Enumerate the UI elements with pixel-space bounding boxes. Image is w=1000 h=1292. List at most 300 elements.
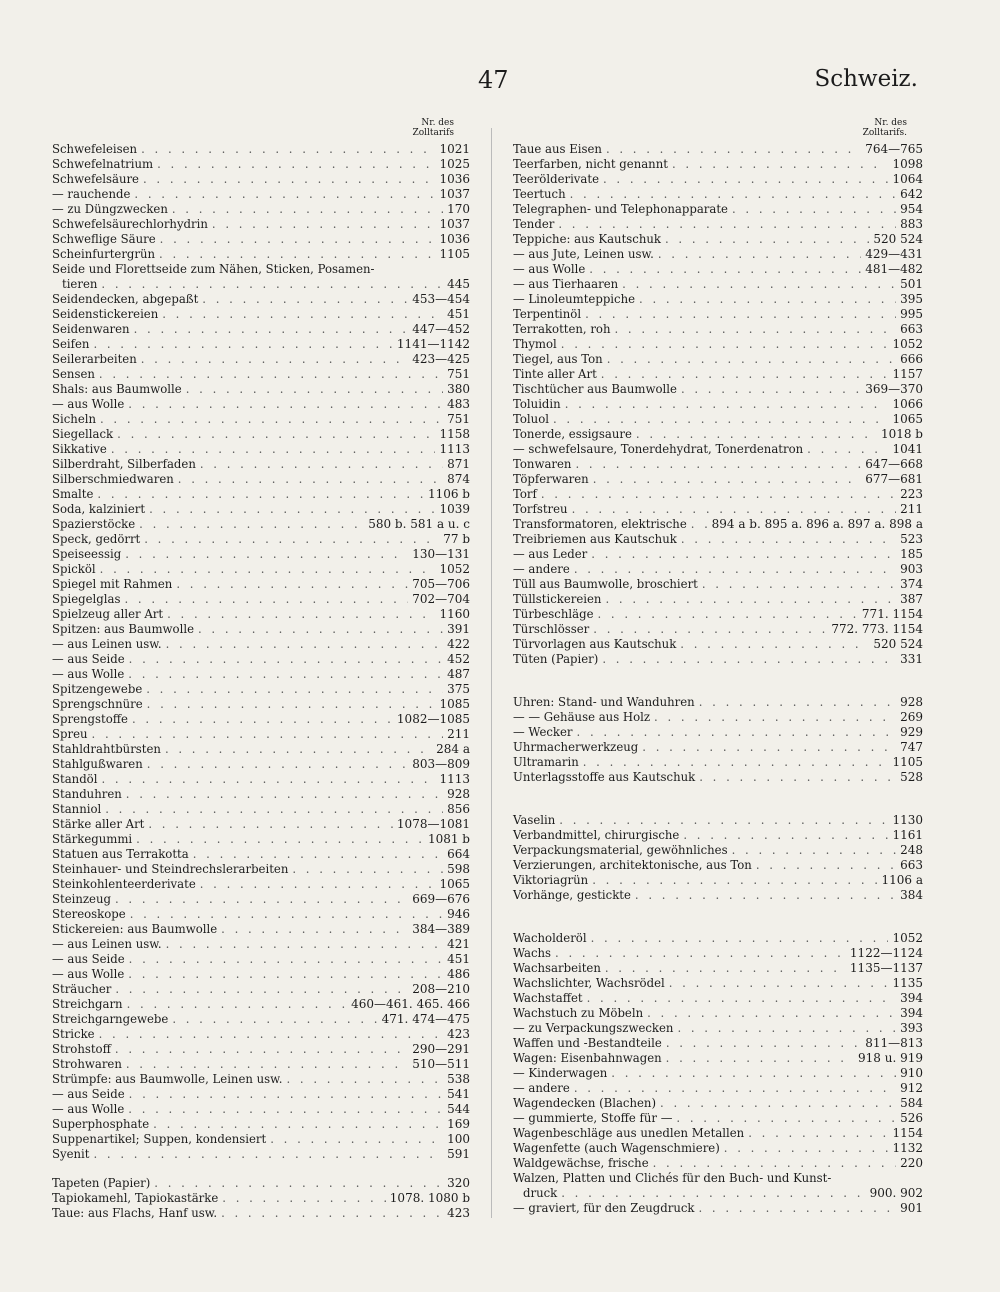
index-entry	[52, 427, 470, 442]
index-entry	[513, 487, 923, 502]
tariff-number: 894 a b. 895 a. 896 a. 897 a. 898 a	[711, 517, 923, 531]
tariff-number: 284 a	[436, 742, 470, 756]
tariff-number: 393	[900, 1021, 923, 1035]
leader-dots	[126, 1057, 408, 1072]
entry-term: Sensen	[52, 367, 95, 381]
tariff-number: 584	[900, 1096, 923, 1110]
tariff-number: 751	[447, 367, 470, 381]
index-entry	[513, 931, 923, 946]
index-entry	[513, 307, 923, 322]
index-entry	[52, 217, 470, 232]
tariff-number: 705—706	[412, 577, 470, 591]
entry-term: Terpentinöl	[513, 307, 582, 321]
entry-term: Tischtücher aus Baumwolle	[513, 382, 677, 396]
entry-term: — aus Leder	[513, 547, 588, 561]
entry-term: Seilerarbeiten	[52, 352, 137, 366]
tariff-number: 901	[900, 1201, 923, 1215]
entry-term: Stanniol	[52, 802, 102, 816]
leader-dots	[124, 592, 408, 607]
index-entry	[52, 457, 470, 472]
tariff-number: 995	[900, 307, 923, 321]
leader-dots	[676, 1111, 896, 1126]
entry-term: Töpferwaren	[513, 472, 589, 486]
entry-term: Teertuch	[513, 187, 566, 201]
tariff-number: 771. 1154	[861, 607, 923, 621]
entry-term: Spiegel mit Rahmen	[52, 577, 173, 591]
tariff-number: 375	[447, 682, 470, 696]
leader-dots	[178, 472, 443, 487]
entry-term: Schweflige Säure	[52, 232, 156, 246]
index-entry	[52, 367, 470, 382]
tariff-number: 1113	[439, 772, 470, 786]
index-entry	[513, 262, 923, 277]
index-entry	[513, 888, 923, 903]
entry-term: Wachstuch zu Möbeln	[513, 1006, 644, 1020]
leader-dots	[807, 442, 888, 457]
tariff-number: 169	[447, 1117, 470, 1131]
leader-dots	[130, 907, 443, 922]
entry-term: — aus Wolle	[52, 967, 125, 981]
tariff-number: 451	[447, 952, 470, 966]
leader-dots	[724, 1141, 889, 1156]
leader-dots	[614, 322, 896, 337]
entry-term: Wacholderöl	[513, 931, 587, 945]
tariff-number: 1135—1137	[849, 961, 923, 975]
entry-term: Toluol	[513, 412, 549, 426]
entry-term: — Wecker	[513, 725, 573, 739]
leader-dots	[101, 772, 435, 787]
leader-dots	[153, 1117, 443, 1132]
leader-dots	[222, 1191, 386, 1206]
tariff-number: 523	[900, 532, 923, 546]
tariff-number: 170	[447, 202, 470, 216]
leader-dots	[167, 607, 435, 622]
entry-term: Wachslichter, Wachsrödel	[513, 976, 665, 990]
entry-term: Schwefelsäurechlorhydrin	[52, 217, 208, 231]
tariff-number: 384—389	[412, 922, 470, 936]
leader-dots	[134, 322, 409, 337]
entry-term: — Linoleumteppiche	[513, 292, 636, 306]
entry-term: — rauchende	[52, 187, 131, 201]
entry-term: Siegellack	[52, 427, 114, 441]
entry-term: — aus Wolle	[52, 397, 125, 411]
tariff-number: 1036	[439, 172, 470, 186]
entry-term: Tapiokamehl, Tapiokastärke	[52, 1191, 219, 1205]
leader-dots	[157, 157, 435, 172]
tariff-number: 471. 474—475	[381, 1012, 470, 1026]
index-entry	[52, 547, 470, 562]
entry-term: Spitzen: aus Baumwolle	[52, 622, 194, 636]
index-entry	[52, 412, 470, 427]
entry-term: — aus Jute, Leinen usw.	[513, 247, 654, 261]
tariff-number: 1157	[892, 367, 923, 381]
leader-dots	[126, 787, 443, 802]
entry-term: Tüten (Papier)	[513, 652, 599, 666]
tariff-number: 1130	[892, 813, 923, 827]
index-entry	[513, 652, 923, 667]
entry-term: Teerölderivate	[513, 172, 599, 186]
leader-dots	[198, 622, 443, 637]
tariff-number: 928	[900, 695, 923, 709]
column-header-line1: Nr. des	[421, 118, 454, 128]
entry-term: Sikkative	[52, 442, 107, 456]
tariff-number: 483	[447, 397, 470, 411]
entry-term: Wagendecken (Blachen)	[513, 1096, 657, 1110]
entry-term: Uhrmacherwerkzeug	[513, 740, 639, 754]
leader-dots	[611, 1066, 896, 1081]
tariff-number: 460—461. 465. 466	[351, 997, 470, 1011]
entry-term: Seidenwaren	[52, 322, 130, 336]
tariff-number: 185	[900, 547, 923, 561]
tariff-number: 856	[447, 802, 470, 816]
entry-term: Wachstaffet	[513, 991, 583, 1005]
entry-term: Suppenartikel; Suppen, kondensiert	[52, 1132, 267, 1146]
index-entry	[513, 232, 923, 247]
index-entry	[513, 217, 923, 232]
tariff-number: 208—210	[412, 982, 470, 996]
tariff-number: 422	[447, 637, 470, 651]
index-entry	[52, 187, 470, 202]
leader-dots	[672, 157, 889, 172]
tariff-number: 423	[447, 1206, 470, 1220]
tariff-number: 1141—1142	[396, 337, 470, 351]
index-entry	[513, 770, 923, 785]
entry-term: — aus Tierhaaren	[513, 277, 619, 291]
tariff-number: 421	[447, 937, 470, 951]
index-entry	[52, 157, 470, 172]
index-entry	[52, 1012, 470, 1027]
index-entry	[513, 187, 923, 202]
index-entry	[513, 472, 923, 487]
tariff-number: 747	[900, 740, 923, 754]
index-entry	[513, 1051, 923, 1066]
entry-term: Vaselin	[513, 813, 556, 827]
index-entry	[52, 877, 470, 892]
leader-dots	[681, 382, 861, 397]
index-entry	[52, 562, 470, 577]
tariff-number: 580 b. 581 a u. c	[368, 517, 470, 531]
entry-term: Stickereien: aus Baumwolle	[52, 922, 218, 936]
leader-dots	[127, 997, 348, 1012]
leader-dots	[647, 1006, 896, 1021]
tariff-number: 1078. 1080 b	[389, 1191, 470, 1205]
entry-term: Wachsarbeiten	[513, 961, 601, 975]
index-entry	[52, 397, 470, 412]
entry-term: Treibriemen aus Kautschuk	[513, 532, 677, 546]
tariff-number: 764—765	[865, 142, 923, 156]
entry-term: Uhren: Stand- und Wanduhren	[513, 695, 695, 709]
entry-term: Unterlagsstoffe aus Kautschuk	[513, 770, 696, 784]
leader-dots	[605, 592, 896, 607]
entry-term: Scheinfurtergrün	[52, 247, 156, 261]
leader-dots	[128, 667, 443, 682]
index-entry	[513, 442, 923, 457]
index-entry	[52, 757, 470, 772]
index-entry	[52, 817, 470, 832]
leader-dots	[555, 946, 846, 961]
tariff-number: 666	[900, 352, 923, 366]
leader-dots	[572, 502, 897, 517]
tariff-number: 445	[447, 277, 470, 291]
leader-dots	[176, 577, 408, 592]
index-entry	[52, 652, 470, 667]
index-entry	[52, 802, 470, 817]
tariff-number: 100	[447, 1132, 470, 1146]
entry-term: Silberdraht, Silberfaden	[52, 457, 196, 471]
entry-term: Sprengschnüre	[52, 697, 143, 711]
leader-dots	[635, 888, 896, 903]
index-entry	[513, 946, 923, 961]
leader-dots	[148, 817, 393, 832]
leader-dots	[653, 1156, 896, 1171]
tariff-number: 1135	[892, 976, 923, 990]
index-entry	[52, 1117, 470, 1132]
leader-dots	[577, 725, 897, 740]
index-entry	[513, 412, 923, 427]
entry-term: Türbeschläge	[513, 607, 594, 621]
index-entry	[52, 787, 470, 802]
leader-dots	[597, 607, 857, 622]
entry-term: Torf	[513, 487, 537, 501]
leader-dots	[756, 858, 896, 873]
leader-dots	[212, 217, 436, 232]
index-entry	[513, 1141, 923, 1156]
leader-dots	[129, 1087, 443, 1102]
index-entry	[513, 991, 923, 1006]
tariff-number: 391	[447, 622, 470, 636]
entry-term: Stahlgußwaren	[52, 757, 143, 771]
spacer	[513, 799, 923, 813]
entry-term: Stärkegummi	[52, 832, 133, 846]
index-entry	[52, 727, 470, 742]
index-entry	[52, 307, 470, 322]
entry-term: Schwefelsäure	[52, 172, 139, 186]
leader-dots	[117, 427, 435, 442]
entry-term: Standöl	[52, 772, 98, 786]
entry-term: Spitzengewebe	[52, 682, 143, 696]
spacer	[513, 785, 923, 799]
entry-term: Tender	[513, 217, 555, 231]
tariff-number: 1065	[439, 877, 470, 891]
entry-term: Smalte	[52, 487, 94, 501]
leader-dots	[575, 457, 861, 472]
entry-term: Transformatoren, elektrische	[513, 517, 687, 531]
tariff-number: 912	[900, 1081, 923, 1095]
index-entry	[513, 577, 923, 592]
index-entry	[52, 442, 470, 457]
index-entry	[52, 967, 470, 982]
entry-term: Teerfarben, nicht genannt	[513, 157, 668, 171]
leader-dots	[565, 397, 889, 412]
leader-dots	[732, 843, 897, 858]
leader-dots	[561, 1186, 865, 1201]
entry-term: Stereoskope	[52, 907, 126, 921]
entry-term: Seifen	[52, 337, 90, 351]
index-entry	[513, 843, 923, 858]
entry-term: Streichgarn	[52, 997, 123, 1011]
tariff-number: 451	[447, 307, 470, 321]
index-entry	[513, 292, 923, 307]
entry-term: Verbandmittel, chirurgische	[513, 828, 680, 842]
tariff-number: 900. 902	[869, 1186, 923, 1200]
spacer	[513, 681, 923, 695]
entry-term: Sprengstoffe	[52, 712, 128, 726]
column-header	[513, 118, 923, 138]
tariff-number: 1106 b	[427, 487, 470, 501]
tariff-number: 1105	[892, 755, 923, 769]
leader-dots	[585, 307, 896, 322]
entry-term: Torfstreu	[513, 502, 568, 516]
entry-term: Seide und Florettseide zum Nähen, Sticken, Posamen-	[52, 262, 375, 276]
tariff-number: 77 b	[443, 532, 470, 546]
tariff-number: 423	[447, 1027, 470, 1041]
leader-dots	[748, 1126, 888, 1141]
leader-dots	[134, 187, 435, 202]
tariff-number: 211	[900, 502, 923, 516]
tariff-number: 520 524	[873, 232, 923, 246]
index-entry	[52, 382, 470, 397]
tariff-number: 928	[447, 787, 470, 801]
index-entry	[52, 997, 470, 1012]
tariff-number: 642	[900, 187, 923, 201]
leader-dots	[601, 367, 889, 382]
leader-dots	[111, 442, 436, 457]
tariff-number: 501	[900, 277, 923, 291]
index-entry	[52, 1176, 470, 1191]
column-header-line2: Zolltarifs.	[862, 128, 907, 138]
index-entry	[513, 1171, 923, 1201]
leader-dots	[221, 1206, 443, 1221]
column-header-line1: Nr. des	[874, 118, 907, 128]
tariff-number: 290—291	[412, 1042, 470, 1056]
entry-term: Strohstoff	[52, 1042, 111, 1056]
leader-dots	[603, 172, 888, 187]
index-entry	[513, 1081, 923, 1096]
tariff-number: 453—454	[412, 292, 470, 306]
leader-dots	[200, 877, 436, 892]
index-entry	[52, 892, 470, 907]
tariff-number: 1018 b	[880, 427, 923, 441]
tariff-number: 1085	[439, 697, 470, 711]
entry-term: — Kinderwagen	[513, 1066, 608, 1080]
entry-term: — andere	[513, 562, 570, 576]
tariff-number: 1154	[892, 1126, 923, 1140]
leader-dots	[186, 382, 443, 397]
leader-dots	[541, 487, 896, 502]
leader-dots	[270, 1132, 443, 1147]
entry-term: — aus Seide	[52, 952, 125, 966]
leader-dots	[128, 397, 443, 412]
index-entry	[52, 952, 470, 967]
leader-dots	[574, 562, 896, 577]
index-entry	[513, 710, 923, 725]
entry-term: Tonerde, essigsaure	[513, 427, 632, 441]
entry-term: Walzen, Platten und Clichés für den Buch- und Kunst-	[513, 1171, 832, 1185]
tariff-number: 395	[900, 292, 923, 306]
leader-dots	[593, 622, 827, 637]
entry-term: Shals: aus Baumwolle	[52, 382, 182, 396]
entry-term: Tonwaren	[513, 457, 572, 471]
tariff-number: 481—482	[865, 262, 923, 276]
leader-dots	[160, 232, 436, 247]
leader-dots	[172, 202, 443, 217]
index-entry	[513, 157, 923, 172]
leader-dots	[622, 277, 896, 292]
index-entry	[513, 502, 923, 517]
leader-dots	[665, 232, 869, 247]
tariff-number: 541	[447, 1087, 470, 1101]
tariff-number: 1066	[892, 397, 923, 411]
leader-dots	[105, 802, 443, 817]
tariff-number: 211	[447, 727, 470, 741]
index-entry	[52, 832, 470, 847]
index-entry	[52, 1132, 470, 1147]
entry-term: — aus Leinen usw.	[52, 637, 162, 651]
index-entry	[513, 397, 923, 412]
index-entry	[513, 1066, 923, 1081]
index-entry	[52, 922, 470, 937]
leader-dots	[660, 1096, 896, 1111]
leader-dots	[132, 712, 393, 727]
tariff-number: 447—452	[412, 322, 470, 336]
entry-term: Thymol	[513, 337, 557, 351]
index-entry	[52, 352, 470, 367]
index-entry	[52, 1072, 470, 1087]
index-entry	[513, 562, 923, 577]
tariff-number: 487	[447, 667, 470, 681]
index-entry	[52, 322, 470, 337]
spacer	[52, 1162, 470, 1176]
index-entry	[52, 1087, 470, 1102]
tariff-number: 1052	[892, 337, 923, 351]
tariff-number: 1065	[892, 412, 923, 426]
index-entry	[513, 1126, 923, 1141]
index-entry	[52, 937, 470, 952]
entry-term: — schwefelsaure, Tonerdehydrat, Tonerdenatron	[513, 442, 804, 456]
entry-term: Strümpfe: aus Baumwolle, Leinen usw.	[52, 1072, 283, 1086]
leader-dots	[100, 412, 443, 427]
tariff-number: 220	[900, 1156, 923, 1170]
leader-dots	[677, 1021, 896, 1036]
index-entry	[513, 172, 923, 187]
tariff-number: 248	[900, 843, 923, 857]
leader-dots	[99, 367, 443, 382]
entry-term: — aus Wolle	[513, 262, 586, 276]
tariff-number: 538	[447, 1072, 470, 1086]
tariff-number: 1081 b	[427, 832, 470, 846]
tariff-number: 874	[447, 472, 470, 486]
leader-dots	[658, 247, 861, 262]
entry-term: Statuen aus Terrakotta	[52, 847, 189, 861]
tariff-number: 1025	[439, 157, 470, 171]
entry-term: Türvorlagen aus Kautschuk	[513, 637, 677, 651]
entry-term: Spazierstöcke	[52, 517, 136, 531]
leader-dots	[166, 937, 444, 952]
tariff-number: 528	[900, 770, 923, 784]
index-entry	[52, 607, 470, 622]
leader-dots	[115, 982, 408, 997]
tariff-number: 380	[447, 382, 470, 396]
entry-term: Verzierungen, architektonische, aus Ton	[513, 858, 752, 872]
entry-term: — aus Seide	[52, 652, 125, 666]
index-entry	[52, 667, 470, 682]
entry-term: — aus Seide	[52, 1087, 125, 1101]
entry-term: Spiegelglas	[52, 592, 121, 606]
leader-dots	[154, 1176, 443, 1191]
entry-term: Schwefeleisen	[52, 142, 138, 156]
entry-term: Terrakotten, roh	[513, 322, 611, 336]
index-entry	[52, 532, 470, 547]
